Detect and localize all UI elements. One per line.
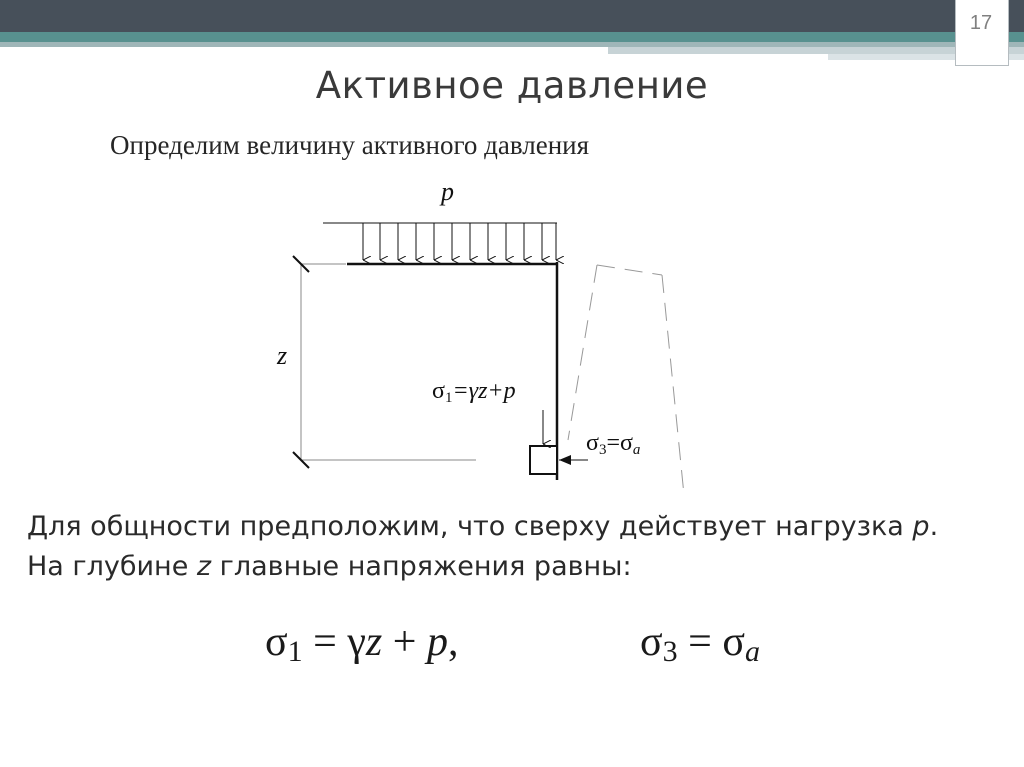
equation-sigma1: $\sigma_1 = \gamma z + p$, xyxy=(265,619,459,668)
slide-title: Активное давление xyxy=(315,64,709,107)
equation-sigma3: $\sigma_3 = \sigma_a$ xyxy=(640,619,760,668)
paragraph-line-1: Для общности предположим, что сверху действует нагрузка p. xyxy=(27,511,939,542)
depth-label: z xyxy=(277,341,288,370)
intro-text: Определим величину активного давления xyxy=(110,130,590,160)
sigma1-label: σ1=γz+p xyxy=(432,378,516,406)
paragraph-line-2: На глубине z главные напряжения равны: xyxy=(27,551,632,582)
soil-element xyxy=(530,446,557,474)
explanation-paragraph xyxy=(27,507,1007,587)
load-label: p xyxy=(441,177,454,206)
load-arrows xyxy=(323,223,557,260)
sigma3-label: σ3=σa xyxy=(586,430,641,458)
slide-number: 17 xyxy=(969,12,993,34)
